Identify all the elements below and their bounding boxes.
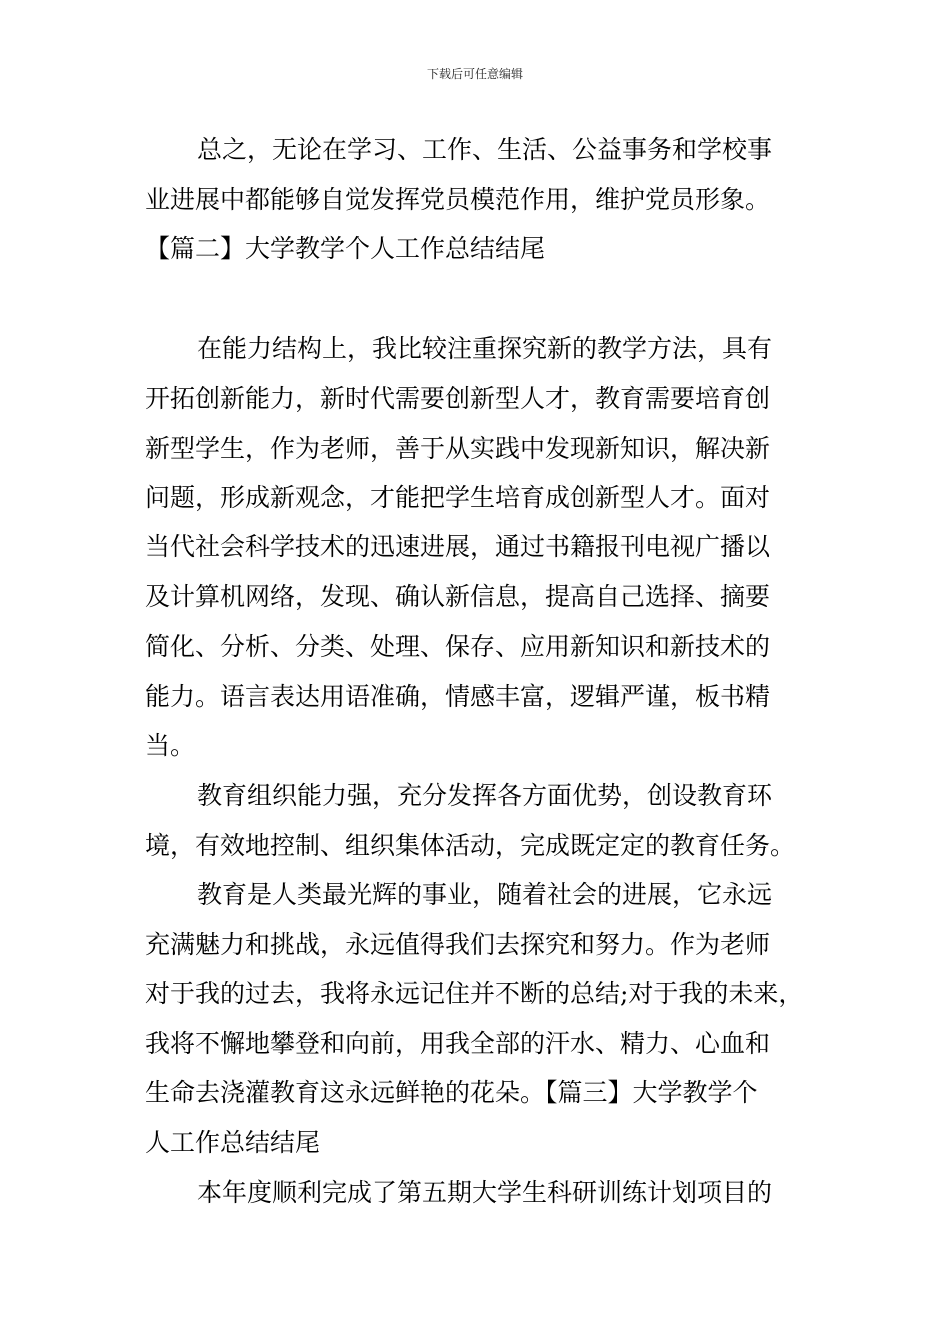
paragraph-line: 简化、分析、分类、处理、保存、应用新知识和新技术的 bbox=[145, 632, 771, 661]
paragraph-line: 及计算机网络，发现、确认新信息，提高自己选择、摘要 bbox=[145, 582, 771, 611]
paragraph-line: 总之，无论在学习、工作、生活、公益事务和学校事 bbox=[197, 135, 773, 164]
header-note: 下载后可任意编辑 bbox=[426, 67, 523, 81]
paragraph-line: 对于我的过去，我将永远记住并不断的总结;对于我的未来， bbox=[145, 979, 804, 1008]
paragraph-line: 教育组织能力强，充分发挥各方面优势，创设教育环 bbox=[197, 781, 773, 810]
paragraph-line: 问题，形成新观念，才能把学生培育成创新型人才。面对 bbox=[145, 483, 771, 512]
paragraph-line: 人工作总结结尾 bbox=[145, 1128, 321, 1157]
paragraph-line: 当。 bbox=[145, 731, 196, 760]
paragraph-line: 充满魅力和挑战，永远值得我们去探究和努力。作为老师 bbox=[145, 930, 771, 959]
paragraph-line: 我将不懈地攀登和向前，用我全部的汗水、精力、心血和 bbox=[145, 1029, 771, 1058]
paragraph-line: 教育是人类最光辉的事业，随着社会的进展，它永远 bbox=[197, 880, 773, 909]
paragraph-line: 当代社会科学技术的迅速进展，通过书籍报刊电视广播以 bbox=[145, 532, 771, 561]
paragraph-line: 境，有效地控制、组织集体活动，完成既定定的教育任务。 bbox=[145, 831, 796, 860]
paragraph-line: 新型学生，作为老师，善于从实践中发现新知识，解决新 bbox=[145, 434, 771, 463]
paragraph-line: 在能力结构上，我比较注重探究新的教学方法，具有 bbox=[197, 334, 773, 363]
paragraph-line: 业进展中都能够自觉发挥党员模范作用，维护党员形象。 bbox=[145, 185, 771, 214]
section-heading: 【篇二】大学教学个人工作总结结尾 bbox=[145, 234, 546, 263]
paragraph-line: 本年度顺利完成了第五期大学生科研训练计划项目的 bbox=[197, 1178, 773, 1207]
paragraph-line: 开拓创新能力，新时代需要创新型人才，教育需要培育创 bbox=[145, 384, 771, 413]
paragraph-line: 生命去浇灌教育这永远鲜艳的花朵。【篇三】大学教学个 bbox=[145, 1078, 758, 1107]
paragraph-line: 能力。语言表达用语准确，情感丰富，逻辑严谨，板书精 bbox=[145, 682, 771, 711]
